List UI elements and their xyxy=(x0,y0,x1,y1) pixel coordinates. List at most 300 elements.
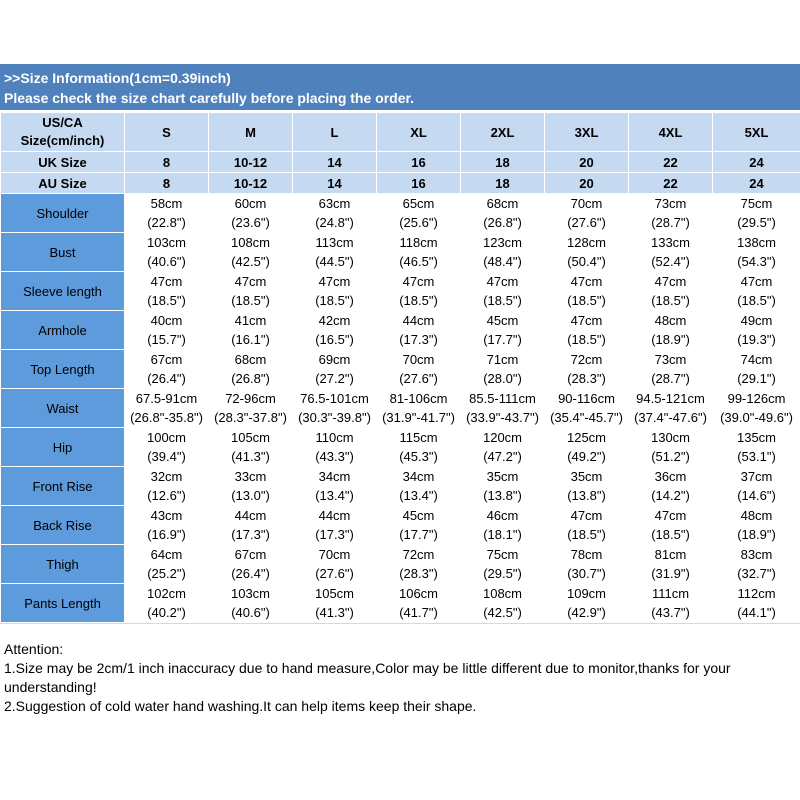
value-cm: 34cm xyxy=(318,469,351,484)
uk-size-cell: 16 xyxy=(377,152,461,173)
value-inch: (14.2") xyxy=(651,488,690,503)
measurement-cell xyxy=(545,584,629,623)
value-inch: (31.9") xyxy=(651,566,690,581)
value-inch: (18.5") xyxy=(651,527,690,542)
value-cm: 65cm xyxy=(402,196,435,211)
value-inch: (28.3"-37.8") xyxy=(214,410,287,425)
uk-size-cell: 10-12 xyxy=(209,152,293,173)
value-cm: 72cm xyxy=(402,547,435,562)
measurement-cell xyxy=(461,272,545,311)
value-inch: (35.4"-45.7") xyxy=(550,410,623,425)
value-cm: 45cm xyxy=(486,313,519,328)
value-cm: 47cm xyxy=(570,508,603,523)
uk-size-label: UK Size xyxy=(1,152,125,173)
measurement-cell xyxy=(713,506,800,545)
measurement-cell xyxy=(629,350,713,389)
us-label-line-2: Size(cm/inch) xyxy=(20,133,105,148)
measurement-label: Front Rise xyxy=(1,467,125,506)
value-inch: (39.4") xyxy=(147,449,186,464)
measurement-cell xyxy=(545,311,629,350)
measurement-cell xyxy=(545,506,629,545)
value-cm: 47cm xyxy=(654,508,687,523)
value-inch: (18.5") xyxy=(231,293,270,308)
au-size-cell: 20 xyxy=(545,173,629,194)
value-inch: (26.4") xyxy=(231,566,270,581)
value-cm: 112cm xyxy=(737,586,776,601)
measurement-cell xyxy=(629,467,713,506)
uk-size-row xyxy=(1,152,800,173)
measurement-cell xyxy=(209,233,293,272)
value-inch: (25.6") xyxy=(399,215,438,230)
value-cm: 130cm xyxy=(650,430,691,445)
measurement-row xyxy=(1,311,800,350)
measurement-cell xyxy=(545,545,629,584)
measurement-row xyxy=(1,389,800,428)
measurement-cell xyxy=(545,467,629,506)
value-inch: (16.9") xyxy=(147,527,186,542)
value-inch: (50.4") xyxy=(567,254,606,269)
size-table xyxy=(0,112,800,623)
value-cm: 58cm xyxy=(150,196,183,211)
value-inch: (18.9") xyxy=(737,527,776,542)
measurement-cell xyxy=(293,350,377,389)
value-cm: 44cm xyxy=(234,508,267,523)
measurement-cell xyxy=(629,428,713,467)
value-cm: 45cm xyxy=(402,508,435,523)
value-cm: 105cm xyxy=(230,430,271,445)
value-cm: 42cm xyxy=(318,313,351,328)
measurement-row xyxy=(1,428,800,467)
value-cm: 68cm xyxy=(234,352,267,367)
value-inch: (45.3") xyxy=(399,449,438,464)
value-inch: (17.7") xyxy=(399,527,438,542)
us-size-cell: M xyxy=(209,113,293,152)
au-size-cell: 18 xyxy=(461,173,545,194)
value-inch: (13.8") xyxy=(483,488,522,503)
value-cm: 111cm xyxy=(651,586,690,601)
value-inch: (44.5") xyxy=(315,254,354,269)
measurement-cell xyxy=(209,545,293,584)
measurement-cell xyxy=(125,467,209,506)
measurement-rows xyxy=(1,194,800,623)
measurement-cell xyxy=(209,467,293,506)
value-cm: 105cm xyxy=(314,586,355,601)
value-cm: 70cm xyxy=(318,547,351,562)
value-inch: (40.2") xyxy=(147,605,186,620)
value-inch: (18.5") xyxy=(737,293,776,308)
value-inch: (27.6") xyxy=(567,215,606,230)
measurement-cell xyxy=(125,194,209,233)
us-size-cell: S xyxy=(125,113,209,152)
value-inch: (33.9"-43.7") xyxy=(466,410,539,425)
measurement-cell xyxy=(461,389,545,428)
value-inch: (17.3") xyxy=(399,332,438,347)
value-inch: (12.6") xyxy=(147,488,186,503)
value-inch: (18.5") xyxy=(567,293,606,308)
value-inch: (27.2") xyxy=(315,371,354,386)
measurement-cell xyxy=(545,389,629,428)
value-cm: 60cm xyxy=(234,196,267,211)
value-inch: (26.8") xyxy=(483,215,522,230)
measurement-cell xyxy=(293,545,377,584)
value-inch: (31.9"-41.7") xyxy=(382,410,455,425)
measurement-cell xyxy=(293,311,377,350)
value-inch: (18.5") xyxy=(567,527,606,542)
uk-size-cell: 20 xyxy=(545,152,629,173)
measurement-label: Back Rise xyxy=(1,506,125,545)
value-inch: (42.5") xyxy=(231,254,270,269)
measurement-row xyxy=(1,545,800,584)
measurement-cell xyxy=(377,428,461,467)
us-size-cell: 3XL xyxy=(545,113,629,152)
measurement-cell xyxy=(461,467,545,506)
value-cm: 47cm xyxy=(570,274,603,289)
measurement-cell xyxy=(125,311,209,350)
measurement-cell xyxy=(377,194,461,233)
measurement-row xyxy=(1,506,800,545)
value-inch: (30.3"-39.8") xyxy=(298,410,371,425)
measurement-cell xyxy=(125,506,209,545)
measurement-cell xyxy=(293,467,377,506)
measurement-cell xyxy=(545,428,629,467)
value-cm: 75cm xyxy=(486,547,519,562)
value-inch: (26.8") xyxy=(231,371,270,386)
value-cm: 47cm xyxy=(234,274,267,289)
us-size-cell: 2XL xyxy=(461,113,545,152)
value-inch: (42.5") xyxy=(483,605,522,620)
value-cm: 46cm xyxy=(486,508,519,523)
value-inch: (24.8") xyxy=(315,215,354,230)
value-inch: (15.7") xyxy=(147,332,186,347)
value-cm: 128cm xyxy=(566,235,607,250)
measurement-cell xyxy=(461,350,545,389)
value-inch: (30.7") xyxy=(567,566,606,581)
measurement-cell xyxy=(125,428,209,467)
measurement-cell xyxy=(629,584,713,623)
measurement-cell xyxy=(125,545,209,584)
au-size-cell: 14 xyxy=(293,173,377,194)
measurement-cell xyxy=(461,545,545,584)
value-inch: (41.3") xyxy=(231,449,270,464)
measurement-cell xyxy=(461,233,545,272)
value-cm: 108cm xyxy=(482,586,523,601)
note-line-2: 2.Suggestion of cold water hand washing.It can help items keep their shape. xyxy=(4,698,477,714)
value-inch: (14.6") xyxy=(737,488,776,503)
uk-size-cell: 24 xyxy=(713,152,800,173)
value-cm: 106cm xyxy=(398,586,439,601)
value-inch: (16.5") xyxy=(315,332,354,347)
value-cm: 63cm xyxy=(318,196,351,211)
attention-notes xyxy=(0,623,800,716)
value-cm: 109cm xyxy=(566,586,607,601)
value-inch: (18.5") xyxy=(567,332,606,347)
value-inch: (18.5") xyxy=(399,293,438,308)
value-inch: (43.3") xyxy=(315,449,354,464)
measurement-row xyxy=(1,272,800,311)
value-cm: 110cm xyxy=(315,430,354,445)
value-cm: 78cm xyxy=(570,547,603,562)
measurement-cell xyxy=(461,428,545,467)
uk-size-cell: 22 xyxy=(629,152,713,173)
value-cm: 120cm xyxy=(482,430,523,445)
value-inch: (54.3") xyxy=(737,254,776,269)
measurement-label: Thigh xyxy=(1,545,125,584)
measurement-label: Top Length xyxy=(1,350,125,389)
value-cm: 34cm xyxy=(402,469,435,484)
value-cm: 49cm xyxy=(740,313,773,328)
value-inch: (17.3") xyxy=(231,527,270,542)
value-inch: (42.9") xyxy=(567,605,606,620)
value-inch: (41.7") xyxy=(399,605,438,620)
value-cm: 67cm xyxy=(150,352,183,367)
value-inch: (18.1") xyxy=(483,527,522,542)
measurement-cell xyxy=(209,311,293,350)
value-cm: 125cm xyxy=(566,430,607,445)
value-cm: 123cm xyxy=(482,235,523,250)
measurement-cell xyxy=(629,506,713,545)
value-cm: 71cm xyxy=(486,352,519,367)
measurement-cell xyxy=(377,311,461,350)
measurement-cell xyxy=(125,233,209,272)
measurement-cell xyxy=(293,194,377,233)
value-cm: 75cm xyxy=(740,196,773,211)
value-cm: 41cm xyxy=(234,313,267,328)
value-cm: 83cm xyxy=(740,547,773,562)
value-inch: (28.3") xyxy=(567,371,606,386)
measurement-cell xyxy=(713,350,800,389)
value-inch: (51.2") xyxy=(651,449,690,464)
measurement-cell xyxy=(293,428,377,467)
measurement-cell xyxy=(713,584,800,623)
value-cm: 103cm xyxy=(230,586,271,601)
measurement-cell xyxy=(545,350,629,389)
measurement-cell xyxy=(125,350,209,389)
value-inch: (40.6") xyxy=(147,254,186,269)
value-inch: (28.0") xyxy=(483,371,522,386)
value-inch: (48.4") xyxy=(483,254,522,269)
value-cm: 135cm xyxy=(736,430,777,445)
value-cm: 40cm xyxy=(150,313,183,328)
value-cm: 33cm xyxy=(234,469,267,484)
value-inch: (13.0") xyxy=(231,488,270,503)
measurement-cell xyxy=(209,350,293,389)
value-inch: (47.2") xyxy=(483,449,522,464)
au-size-label: AU Size xyxy=(1,173,125,194)
value-cm: 47cm xyxy=(318,274,351,289)
value-inch: (29.1") xyxy=(737,371,776,386)
measurement-cell xyxy=(545,194,629,233)
measurement-cell xyxy=(377,584,461,623)
measurement-row xyxy=(1,584,800,623)
value-cm: 36cm xyxy=(654,469,687,484)
value-cm: 68cm xyxy=(486,196,519,211)
value-cm: 90-116cm xyxy=(558,391,615,406)
value-inch: (18.5") xyxy=(651,293,690,308)
measurement-cell xyxy=(377,350,461,389)
value-cm: 115cm xyxy=(399,430,438,445)
value-inch: (18.9") xyxy=(651,332,690,347)
value-inch: (28.7") xyxy=(651,371,690,386)
notes-heading: Attention: xyxy=(4,641,64,657)
measurement-cell xyxy=(377,272,461,311)
value-cm: 108cm xyxy=(230,235,271,250)
measurement-cell xyxy=(713,545,800,584)
measurement-cell xyxy=(293,506,377,545)
value-cm: 76.5-101cm xyxy=(300,391,369,406)
value-cm: 100cm xyxy=(146,430,187,445)
au-size-cell: 16 xyxy=(377,173,461,194)
value-inch: (19.3") xyxy=(737,332,776,347)
measurement-cell xyxy=(629,545,713,584)
measurement-label: Hip xyxy=(1,428,125,467)
value-cm: 69cm xyxy=(318,352,351,367)
value-cm: 81cm xyxy=(654,547,687,562)
us-size-cell: L xyxy=(293,113,377,152)
measurement-cell xyxy=(461,311,545,350)
measurement-cell xyxy=(209,272,293,311)
value-cm: 47cm xyxy=(570,313,603,328)
value-inch: (13.8") xyxy=(567,488,606,503)
measurement-cell xyxy=(713,233,800,272)
value-cm: 102cm xyxy=(146,586,187,601)
value-inch: (28.3") xyxy=(399,566,438,581)
value-cm: 72-96cm xyxy=(225,391,276,406)
value-inch: (18.5") xyxy=(315,293,354,308)
uk-size-cell: 8 xyxy=(125,152,209,173)
value-inch: (18.5") xyxy=(483,293,522,308)
measurement-cell xyxy=(545,272,629,311)
value-cm: 138cm xyxy=(736,235,777,250)
measurement-cell xyxy=(629,233,713,272)
au-size-row xyxy=(1,173,800,194)
value-inch: (16.1") xyxy=(231,332,270,347)
value-inch: (13.4") xyxy=(399,488,438,503)
value-inch: (44.1") xyxy=(737,605,776,620)
value-cm: 72cm xyxy=(570,352,603,367)
value-cm: 47cm xyxy=(740,274,773,289)
measurement-label: Pants Length xyxy=(1,584,125,623)
us-size-cell: 4XL xyxy=(629,113,713,152)
measurement-cell xyxy=(293,389,377,428)
measurement-cell xyxy=(209,194,293,233)
measurement-cell xyxy=(713,389,800,428)
value-inch: (23.6") xyxy=(231,215,270,230)
note-line-1: 1.Size may be 2cm/1 inch inaccuracy due to hand measure,Color may be little different due to monitor,thanks for your understanding! xyxy=(4,660,731,695)
value-cm: 44cm xyxy=(402,313,435,328)
value-inch: (18.5") xyxy=(147,293,186,308)
measurement-label: Waist xyxy=(1,389,125,428)
value-inch: (27.6") xyxy=(399,371,438,386)
measurement-cell xyxy=(713,194,800,233)
measurement-cell xyxy=(209,584,293,623)
measurement-cell xyxy=(713,467,800,506)
measurement-cell xyxy=(629,194,713,233)
measurement-cell xyxy=(629,272,713,311)
value-cm: 35cm xyxy=(570,469,603,484)
banner-subtitle: Please check the size chart carefully before placing the order. xyxy=(4,90,415,106)
value-cm: 81-106cm xyxy=(389,391,448,406)
value-inch: (26.4") xyxy=(147,371,186,386)
value-cm: 118cm xyxy=(399,235,438,250)
value-cm: 67cm xyxy=(234,547,267,562)
value-cm: 67.5-91cm xyxy=(135,391,198,406)
measurement-cell xyxy=(209,389,293,428)
value-cm: 113cm xyxy=(315,235,354,250)
value-cm: 47cm xyxy=(486,274,519,289)
measurement-cell xyxy=(461,584,545,623)
au-size-cell: 22 xyxy=(629,173,713,194)
measurement-cell xyxy=(377,389,461,428)
value-cm: 47cm xyxy=(654,274,687,289)
measurement-cell xyxy=(377,467,461,506)
value-inch: (26.8"-35.8") xyxy=(130,410,203,425)
uk-size-cell: 18 xyxy=(461,152,545,173)
measurement-cell xyxy=(629,311,713,350)
measurement-cell xyxy=(713,428,800,467)
value-inch: (29.5") xyxy=(737,215,776,230)
value-inch: (40.6") xyxy=(231,605,270,620)
top-spacer xyxy=(0,0,800,64)
measurement-cell xyxy=(125,389,209,428)
measurement-row xyxy=(1,350,800,389)
measurement-cell xyxy=(125,272,209,311)
value-inch: (43.7") xyxy=(651,605,690,620)
value-inch: (41.3") xyxy=(315,605,354,620)
measurement-cell xyxy=(377,545,461,584)
measurement-cell xyxy=(293,272,377,311)
value-cm: 35cm xyxy=(486,469,519,484)
au-size-cell: 8 xyxy=(125,173,209,194)
measurement-cell xyxy=(713,311,800,350)
value-cm: 74cm xyxy=(740,352,773,367)
value-inch: (25.2") xyxy=(147,566,186,581)
value-inch: (28.7") xyxy=(651,215,690,230)
value-cm: 43cm xyxy=(150,508,183,523)
banner-title: >>Size Information(1cm=0.39inch) xyxy=(4,70,231,86)
measurement-row xyxy=(1,194,800,233)
measurement-row xyxy=(1,233,800,272)
value-inch: (17.3") xyxy=(315,527,354,542)
value-cm: 70cm xyxy=(570,196,603,211)
value-inch: (46.5") xyxy=(399,254,438,269)
measurement-cell xyxy=(629,389,713,428)
value-cm: 73cm xyxy=(654,352,687,367)
value-cm: 37cm xyxy=(740,469,773,484)
value-cm: 44cm xyxy=(318,508,351,523)
value-inch: (32.7") xyxy=(737,566,776,581)
us-label-line-1: US/CA xyxy=(42,115,83,130)
value-inch: (37.4"-47.6") xyxy=(634,410,707,425)
value-inch: (49.2") xyxy=(567,449,606,464)
value-cm: 85.5-111cm xyxy=(469,391,536,406)
us-size-cell: XL xyxy=(377,113,461,152)
uk-size-cell: 14 xyxy=(293,152,377,173)
measurement-label: Bust xyxy=(1,233,125,272)
measurement-row xyxy=(1,467,800,506)
value-inch: (17.7") xyxy=(483,332,522,347)
measurement-label: Shoulder xyxy=(1,194,125,233)
value-cm: 99-126cm xyxy=(727,391,786,406)
value-inch: (22.8") xyxy=(147,215,186,230)
value-cm: 73cm xyxy=(654,196,687,211)
value-cm: 70cm xyxy=(402,352,435,367)
us-size-cell: 5XL xyxy=(713,113,800,152)
us-size-label xyxy=(1,113,125,152)
measurement-cell xyxy=(545,233,629,272)
value-cm: 133cm xyxy=(650,235,691,250)
value-inch: (27.6") xyxy=(315,566,354,581)
size-info-banner xyxy=(0,64,800,112)
